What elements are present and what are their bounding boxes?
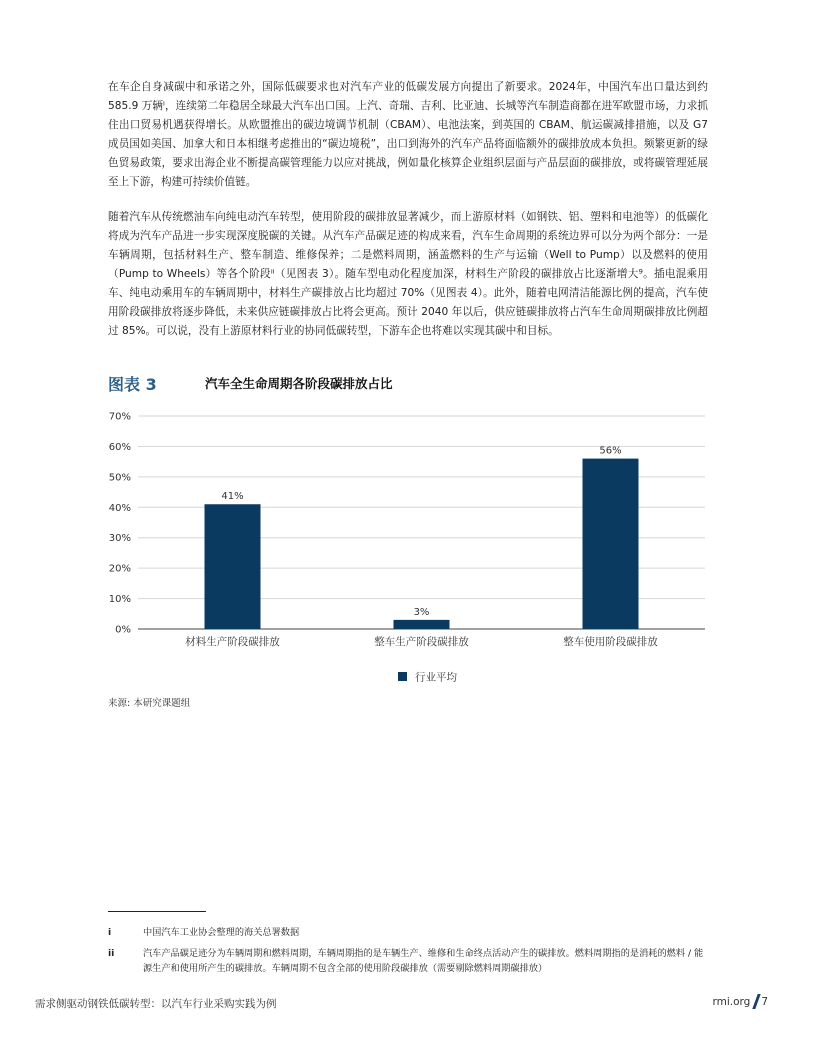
paragraph-2: 随着汽车从传统燃油车向纯电动汽车转型，使用阶段的碳排放显著减少，而上游原材料（如钢铁、铝、塑料和电池等）的低碳化将成为汽车产品进一步实现深度脱碳的关键。从汽车产品碳足迹的构成来看，汽车生命周期的系统边界可以分为两个部分：一是车辆周期，包括材料生产、整车制造、维修保养；二是燃料周期，涵盖燃料的生产与运输（Well to Pump）以及燃料的使用（Pump to Wheels）等各个阶段ⁱⁱ（见图表 3）。随车型电动化程度加深，材料生产阶段的碳排放占比逐渐增大⁹。插电混乘用车、纯电动乘用车的车辆周期中，材料生产碳排放占比均超过 70%（见图表 4）。此外，随着电网清洁能源比例的提高，汽车使用阶段碳排放将逐步降低，未来供应链碳排放占比将会更高。预计 2040 年以后，供应链碳排放将占汽车生命周期碳排放比例超过 85%。可以说，没有上游原材料行业的协同低碳转型，下游车企也将难以实现其碳中和目标。	[108, 211, 708, 337]
y-tick-label: 20%	[108, 563, 131, 575]
slash-divider-icon	[753, 994, 761, 1009]
y-tick-label: 50%	[108, 472, 131, 484]
bar-data-label: 41%	[221, 491, 244, 503]
figure-title: 汽车全生命周期各阶段碳排放占比	[205, 376, 393, 391]
figure-source: 来源: 本研究课题组	[108, 698, 191, 709]
figure-label: 图表 3	[108, 375, 157, 394]
legend-label: 行业平均	[415, 671, 457, 684]
x-category-label: 整车使用阶段碳排放	[563, 636, 658, 648]
footer-page-info	[712, 994, 768, 1009]
y-tick-label: 0%	[115, 624, 131, 636]
y-tick-label: 30%	[108, 533, 131, 545]
y-tick-label: 40%	[108, 502, 131, 514]
bar-data-label: 3%	[413, 606, 430, 618]
footnote-divider	[108, 911, 206, 912]
y-tick-label: 70%	[108, 411, 131, 423]
legend-swatch	[398, 672, 407, 681]
bar-chart	[100, 400, 720, 695]
footer-site-link[interactable]: rmi.org	[712, 995, 751, 1008]
footnote-text: 汽车产品碳足迹分为车辆周期和燃料周期，车辆周期指的是车辆生产、维修和生命终点活动产生的碳排放。燃料周期指的是消耗的燃料 / 能源生产和使用所产生的碳排放。车辆周期不包含全部的使用阶段碳排放（需要剔除燃料周期碳排放）	[143, 948, 704, 974]
footer-title: 需求侧驱动钢铁低碳转型：以汽车行业采购实践为例	[35, 998, 277, 1010]
paragraph-1: 在车企自身减碳中和承诺之外，国际低碳要求也对汽车产业的低碳发展方向提出了新要求。2024年，中国汽车出口量达到约 585.9 万辆ⁱ，连续第二年稳居全球最大汽车出口国。上汽、奇瑞、吉利、比亚迪、长城等汽车制造商都在进军欧盟市场，力求抓住出口贸易机遇获得增长。从欧盟推出的碳边境调节机制（CBAM）、电池法案，到英国的 CBAM、航运碳减排措施，以及 G7 成员国如美国、加拿大和日本相继考虑推出的“碳边境税”，出口到海外的汽车产品将面临额外的碳排放成本负担。频繁更新的绿色贸易政策，要求出海企业不断提高碳管理能力以应对挑战，例如量化核算企业组织层面与产品层面的碳排放，或将碳管理延展至上下游，构建可持续价值链。	[108, 81, 708, 188]
footnote-text: 中国汽车工业协会整理的海关总署数据	[143, 927, 300, 938]
footnote-mark: ii	[108, 948, 115, 959]
footnote-mark: i	[108, 927, 112, 938]
x-category-label: 整车生产阶段碳排放	[374, 636, 469, 648]
y-tick-label: 10%	[108, 594, 131, 606]
bar	[583, 459, 639, 629]
x-category-label: 材料生产阶段碳排放	[185, 636, 280, 648]
y-tick-label: 60%	[108, 441, 131, 453]
bar-data-label: 56%	[599, 445, 622, 457]
page-number: 7	[761, 995, 768, 1008]
bar	[394, 620, 450, 629]
bar	[205, 504, 261, 629]
